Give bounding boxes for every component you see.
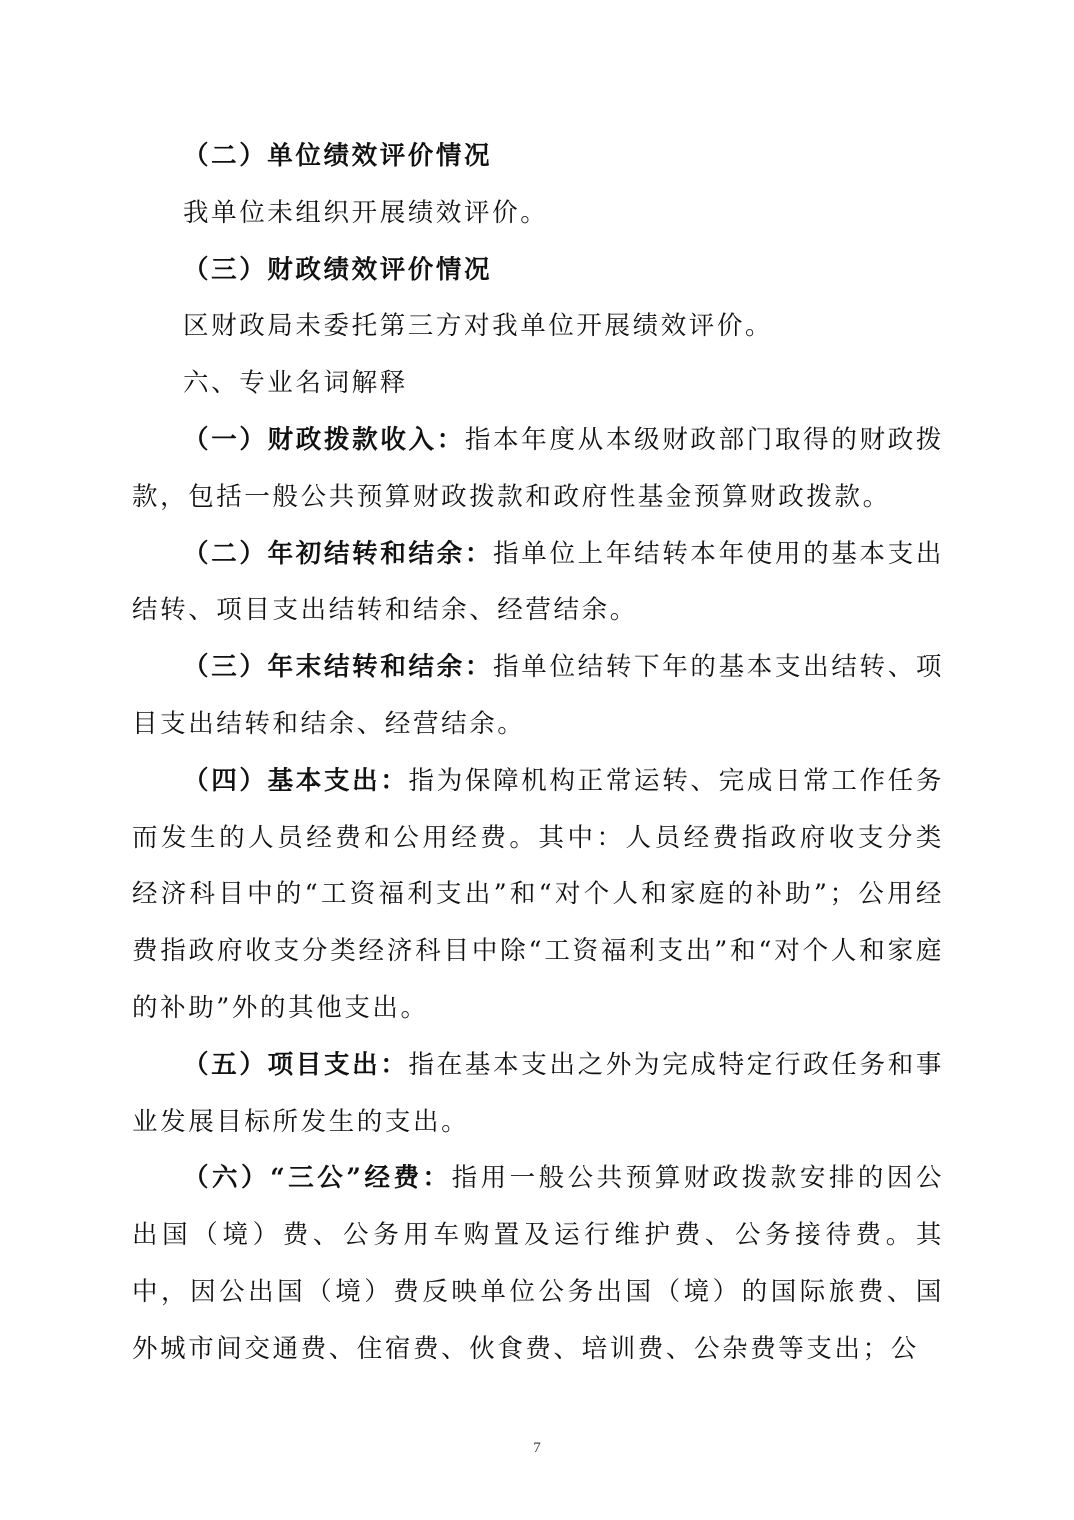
glossary-term <box>132 639 944 753</box>
term-definition: 指为保障机构正常运转、完成日常工作任务而发生的人员经费和公用经费。其中：人员经费指政府收支分类经济科目中的“工资福利支出”和“对个人和家庭的补助”；公用经费指政府收支分类经济科目中除“工资福利支出”和“对个人和家庭的补助”外的其他支出。 <box>132 765 944 1023</box>
term-label: （一）财政拨款收入： <box>183 424 465 455</box>
page-number: 7 <box>533 1440 541 1456</box>
glossary-term <box>132 412 944 526</box>
term-label: （六）“三公”经费： <box>183 1163 452 1194</box>
glossary-term <box>132 753 944 1037</box>
section-heading-finance-evaluation: （三）财政绩效评价情况 <box>183 254 493 285</box>
glossary-term <box>132 1150 944 1377</box>
term-label: （二）年初结转和结余： <box>183 538 494 569</box>
section-heading-unit-evaluation: （二）单位绩效评价情况 <box>183 141 493 171</box>
document-body <box>132 128 944 1378</box>
glossary-term <box>132 526 944 640</box>
term-definition: 指在基本支出之外为完成特定行政任务和事业发展目标所发生的支出。 <box>132 1049 944 1137</box>
term-definition: 指本年度从本级财政部门取得的财政拨款，包括一般公共预算财政拨款和政府性基金预算财政拨款。 <box>132 424 944 512</box>
section-body-finance-evaluation: 区财政局未委托第三方对我单位开展绩效评价。 <box>183 311 774 342</box>
term-definition: 指单位结转下年的基本支出结转、项目支出结转和结余、经营结余。 <box>132 652 944 739</box>
glossary-term <box>132 1037 944 1151</box>
term-label: （三）年末结转和结余： <box>183 652 494 683</box>
term-label: （四）基本支出： <box>183 765 409 796</box>
section-body-unit-evaluation: 我单位未组织开展绩效评价。 <box>183 197 549 228</box>
term-label: （五）项目支出： <box>183 1049 409 1080</box>
term-definition: 指单位上年结转本年使用的基本支出结转、项目支出结转和结余、经营结余。 <box>132 538 944 626</box>
term-definition: 指用一般公共预算财政拨款安排的因公出国（境）费、公务用车购置及运行维护费、公务接待费。其中，因公出国（境）费反映单位公务出国（境）的国际旅费、国外城市间交通费、住宿费、伙食费、培训费、公杂费等支出；公 <box>132 1163 945 1364</box>
section-heading-glossary: 六、专业名词解释 <box>183 368 408 399</box>
